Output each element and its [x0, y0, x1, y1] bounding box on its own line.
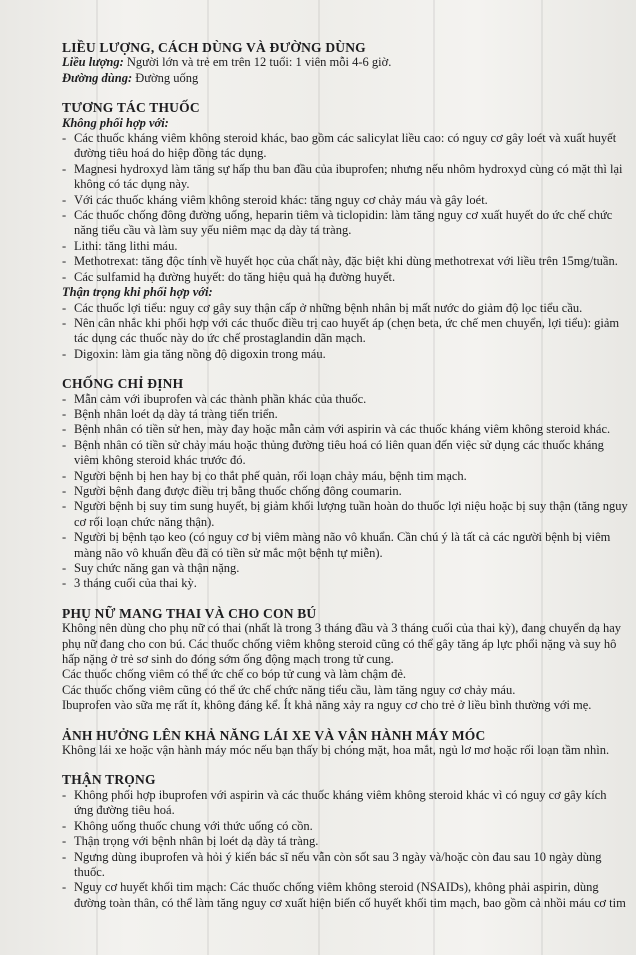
list-item: - Người bệnh đang được điều trị bằng thuốc chống đông coumarin. [62, 484, 628, 499]
dosage-label: Liều lượng: [62, 55, 124, 70]
list-item: - Bệnh nhân có tiền sử chảy máu hoặc thủng đường tiêu hoá có liên quan đến việc sử dụng các thuốc kháng viêm không steroid khác trước đó. [62, 438, 628, 469]
dosage-line [62, 55, 628, 70]
list-item: - Các thuốc lợi tiểu: nguy cơ gây suy thận cấp ở những bệnh nhân bị mất nước do giảm độ lọc tiểu cầu. [62, 301, 628, 316]
list-item: - Không uống thuốc chung với thức uống có cồn. [62, 819, 628, 834]
list-item: - Nguy cơ huyết khối tim mạch: Các thuốc chống viêm không steroid (NSAIDs), không phải aspirin, dùng đường toàn thân, có thể làm tăng nguy cơ xuất hiện biến cố huyết khối tim mạch, bao gồm cả nhồi máu cơ tim [62, 880, 628, 911]
dosage-heading: LIỀU LƯỢNG, CÁCH DÙNG VÀ ĐƯỜNG DÙNG [62, 40, 366, 55]
list-item: - Thận trọng với bệnh nhân bị loét dạ dày tá tràng. [62, 834, 628, 849]
list-item: - Nên cân nhắc khi phối hợp với các thuốc điều trị cao huyết áp (chẹn beta, ức chế men chuyển, lợi tiểu): giảm tác dụng các thuốc này do ức chế prostaglandin dãn mạch. [62, 316, 628, 347]
list-item: - Các thuốc kháng viêm không steroid khác, bao gồm các salicylat liều cao: có nguy cơ gây loét và xuất huyết đường tiêu hoá do hiệp đồng tác dụng. [62, 131, 628, 162]
list-item: - Methotrexat: tăng độc tính về huyết học của chất này, đặc biệt khi dùng methotrexat với liều trên 15mg/tuần. [62, 254, 628, 269]
leaflet-content [62, 40, 628, 911]
list-item: - Ngưng dùng ibuprofen và hỏi ý kiến bác sĩ nếu vẫn còn sốt sau 3 ngày và/hoặc còn đau sau 10 ngày dùng thuốc. [62, 850, 628, 881]
list-item: - Lithi: tăng lithi máu. [62, 239, 628, 254]
list-item: - Magnesi hydroxyd làm tăng sự hấp thu ban đầu của ibuprofen; nhưng nếu nhôm hydroxyd cùng có mặt thì lại không có tác dụng này. [62, 162, 628, 193]
pregnancy-paragraph: Không nên dùng cho phụ nữ có thai (nhất là trong 3 tháng đầu và 3 tháng cuối của thai kỳ), đang chuyển dạ hay phụ nữ đang cho con bú. Các thuốc chống viêm không steroid cũng có thể gây tăng áp lực phổi nặng và suy hô hấp nặng ở trẻ sơ sinh do đóng sớm ống động mạch trong tử cung. [62, 621, 622, 667]
list-item: - Với các thuốc kháng viêm không steroid khác: tăng nguy cơ chảy máu và gây loét. [62, 193, 628, 208]
caution-list [62, 788, 628, 911]
interactions-subheading-avoid: Không phối hợp với: [62, 115, 169, 130]
route-line [62, 71, 628, 86]
interactions-caution-list [62, 301, 628, 363]
dosage-text: Người lớn và trẻ em trên 12 tuổi: 1 viên mỗi 4-6 giờ. [123, 55, 392, 70]
list-item: - Digoxin: làm gia tăng nồng độ digoxin trong máu. [62, 347, 628, 362]
list-item: - Mẫn cảm với ibuprofen và các thành phần khác của thuốc. [62, 392, 628, 407]
pregnancy-paragraph: Các thuốc chống viêm cũng có thể ức chế chức năng tiểu cầu, làm tăng nguy cơ chảy máu. [62, 682, 516, 697]
route-text: Đường uống [132, 70, 199, 85]
pregnancy-heading: PHỤ NỮ MANG THAI VÀ CHO CON BÚ [62, 605, 317, 621]
list-item: - Người bệnh bị hen hay bị co thắt phế quản, rối loạn chảy máu, bệnh tim mạch. [62, 469, 628, 484]
list-item: - Các sulfamid hạ đường huyết: do tăng hiệu quả hạ đường huyết. [62, 270, 628, 285]
list-item: - 3 tháng cuối của thai kỳ. [62, 576, 628, 591]
route-label: Đường dùng: [62, 70, 133, 85]
interactions-subheading-caution: Thận trọng khi phối hợp với: [62, 285, 213, 300]
list-item: - Người bị bệnh tạo keo (có nguy cơ bị viêm màng não vô khuẩn. Cần chú ý là tất cả các người bệnh bị viêm màng não vô khuẩn đều đã có tiền sử mắc một bệnh tự miễn). [62, 530, 628, 561]
list-item: - Không phối hợp ibuprofen với aspirin và các thuốc kháng viêm không steroid khác vì có nguy cơ gây kích ứng đường tiêu hoá. [62, 788, 628, 819]
pregnancy-paragraph: Ibuprofen vào sữa mẹ rất ít, không đáng kể. Ít khả năng xảy ra nguy cơ cho trẻ ở liều bình thường với mẹ. [62, 698, 592, 713]
list-item: - Người bệnh bị suy tim sung huyết, bị giảm khối lượng tuần hoàn do thuốc lợi niệu hoặc bị suy thận (tăng nguy cơ rối loạn chức năng thận). [62, 499, 628, 530]
list-item: - Các thuốc chống đông đường uống, heparin tiêm và ticlopidin: làm tăng nguy cơ xuất huyết do ức chế chức năng tiểu cầu và làm suy yếu niêm mạc dạ dày tá tràng. [62, 208, 628, 239]
contraindications-heading: CHỐNG CHỈ ĐỊNH [62, 376, 184, 392]
interactions-avoid-list [62, 131, 628, 285]
caution-heading: THẬN TRỌNG [62, 772, 156, 788]
pregnancy-paragraph: Các thuốc chống viêm có thể ức chế co bóp tử cung và làm chậm đẻ. [62, 667, 406, 682]
driving-paragraph: Không lái xe hoặc vận hành máy móc nếu bạn thấy bị chóng mặt, hoa mắt, ngủ lơ mơ hoặc rối loạn tầm nhìn. [62, 743, 610, 758]
interactions-heading: TƯƠNG TÁC THUỐC [62, 100, 200, 116]
driving-heading: ẢNH HƯỞNG LÊN KHẢ NĂNG LÁI XE VÀ VẬN HÀNH MÁY MÓC [62, 727, 486, 743]
list-item: - Bệnh nhân có tiền sử hen, mày đay hoặc mẫn cảm với aspirin và các thuốc kháng viêm không steroid khác. [62, 422, 628, 437]
list-item: - Suy chức năng gan và thận nặng. [62, 561, 628, 576]
list-item: - Bệnh nhân loét dạ dày tá tràng tiến triển. [62, 407, 628, 422]
contraindications-list [62, 392, 628, 592]
